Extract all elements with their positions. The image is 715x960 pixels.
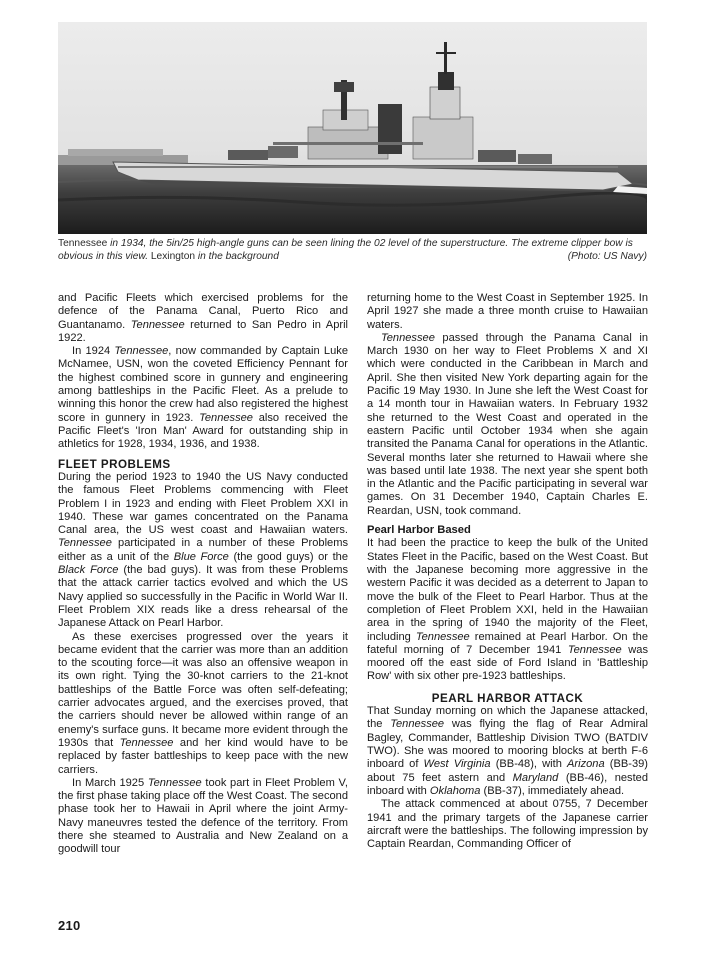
ship-name: Tennessee: [390, 718, 445, 731]
ship-name: Arizona: [567, 758, 605, 771]
ship-name: Tennessee: [114, 345, 169, 358]
paragraph: [58, 345, 348, 451]
text: took part in Fleet Problem V, the first phase taking place off the West Coast. The second phase took her to Hawaii in April where the joint Army-Navy maneuvres tested the defence of the territory. From there she steamed to Australia and New Zealand on a goodwill tour: [58, 776, 348, 856]
photo-credit: (Photo: US Navy): [567, 251, 647, 262]
ship-name: Tennessee: [567, 643, 622, 656]
text: (BB-46), nested inboard with: [367, 771, 649, 797]
text: was flying the flag of Rear Admiral Bagley, Commander, Battleship Division TWO (BATDIV TWO). She was moored to mooring blocks at berth F-6 inboard of: [367, 718, 648, 771]
ship-name: West Virginia: [423, 758, 491, 771]
caption-ship-name-2: Lexington: [150, 251, 196, 262]
section-heading-pearl-harbor-based: Pearl Harbor Based: [367, 524, 471, 537]
text: In March 1925: [72, 776, 148, 789]
text: It had been the practice to keep the bulk of the United States Fleet in the Pacific, based on the West Coast. But with the Japanese becoming more aggressive in the western Pacific it was decided as a deterrent to Japan to move the bulk of the Fleet to Pearl Harbor. Thus at the completion of Fleet Problem XXI, held in the Hawaiian area in the spring of 1940 the majority of the Fleet, including: [367, 537, 648, 643]
ship-name: Oklahoma: [429, 784, 481, 797]
paragraph: [58, 777, 348, 857]
ship-name: Tennessee: [381, 331, 435, 344]
ship-name: Tennessee: [119, 736, 174, 749]
text: and her kind would have to be replaced by faster battleships to keep pace with the new carriers.: [58, 736, 348, 776]
paragraph: [367, 537, 648, 683]
ship-name: Tennessee: [130, 318, 185, 331]
right-column: [367, 292, 648, 851]
text: and Pacific Fleets which exercised problems for the defence of the Panama Canal, Puerto Rico and Guantanamo.: [58, 292, 348, 331]
battleship-photo: [58, 22, 647, 234]
text: was moored off the east side of Ford Island in 'Battleship Row' with six other pre-1923 battleships.: [367, 643, 648, 683]
section-heading-pearl-harbor-attack: PEARL HARBOR ATTACK: [431, 691, 584, 705]
text: , now commanded by Captain Luke McNamee, USN, won the coveted Efficiency Pennant for the highest combined score in gunnery and engineering among battleships in the Pacific Fleet. As a prelude to winning this honor the crew had also registered the highest score in gunnery in 1923.: [58, 345, 348, 424]
text: returned to San Pedro in April 1922.: [58, 318, 348, 344]
text: As these exercises progressed over the years it became evident that the carrier was more than an addition to the scouting force—it was also an offensive weapon in its own right. Tying the 30-knot carriers to the 21-knot battleships of the Battle Force was often self-defeating; carrier advocates argued, and the exercises proved, that the carriers should never be allowed within range of an enemy's surface guns. It became more evident through the 1930s that: [58, 630, 348, 749]
force-name: Blue Force: [173, 550, 229, 563]
ship-name: Tennessee: [199, 411, 253, 424]
paragraph: [58, 631, 348, 777]
text: remained at Pearl Harbor. On the fateful morning of 7 December 1941: [367, 630, 648, 656]
text: (the bad guys). It was from these Problems that the attack carrier tactics evolved and which the US Navy applied so successfully in the Pacific in World War II. Fleet Problem XIX reads like a dress rehearsal of the Japanese Attack on Pearl Harbor.: [58, 564, 348, 630]
battleship-photo-svg: [58, 22, 647, 234]
paragraph: returning home to the West Coast in September 1925. In April 1927 she made a three month cruise to Hawaiian waters.: [367, 292, 648, 331]
ship-name: Tennessee: [415, 630, 470, 643]
text: participated in a number of these Problems either as a unit of the: [58, 537, 348, 563]
section-heading-fleet-problems: FLEET PROBLEMS: [58, 457, 171, 471]
ship-name: Tennessee: [147, 776, 202, 789]
paragraph: [367, 705, 648, 798]
text: passed through the Panama Canal in March 1930 on her way to Fleet Problems X and XI which were conducted in the Caribbean in March and April. She then visited New York departing again for the Pacific 19 May 1930. In June she left the West Coast for a 14 month tour in Hawaiian waters. In February 1932 she returned to the West Coast and operated in the eastern Pacific until October 1934 when she again transited the Panama Canal for operations in the Atlantic. Several months later she returned to Hawaii where she was based until late 1938. The next year she spent both in the Atlantic and the Pacific participating in several war games. On 31 December 1940, Captain Charles E. Reardan, USN, took command.: [367, 331, 648, 517]
text: In 1924: [72, 345, 115, 358]
text: also received the Pacific Fleet's 'Iron Man' Award for outstanding ship in athletics for 1928, 1934, 1936, and 1938.: [58, 411, 348, 451]
paragraph: [58, 292, 348, 345]
paragraph: The attack commenced at about 0755, 7 December 1941 and the primary targets of the Japanese carrier aircraft were the battleships. The following impression by Captain Reardan, Commanding Officer of: [367, 798, 648, 851]
text: (the good guys) or the: [228, 550, 348, 563]
text: (BB-37), immediately ahead.: [480, 784, 625, 797]
force-name: Black Force: [58, 564, 119, 577]
text: (BB-39) about 75 feet astern and: [367, 758, 649, 784]
paragraph: [58, 471, 348, 631]
page-number: 210: [58, 918, 81, 933]
text: During the period 1923 to 1940 the US Navy conducted the famous Fleet Problems commencing with Fleet Problem I in 1923 and ending with Fleet Problem XXI in 1940. These war games concentrated on the Panama Canal area, the US west coast and Hawaiian waters.: [58, 470, 348, 537]
ship-name: Maryland: [512, 771, 559, 784]
caption-text-2: in the background: [195, 251, 279, 262]
left-column: [58, 292, 348, 857]
ship-name: Tennessee: [58, 537, 112, 550]
text: (BB-48), with: [490, 758, 568, 771]
photo-caption: [58, 237, 647, 263]
caption-text: in 1934, the 5in/25 high-angle guns can be seen lining the 02 level of the superstructure. The extreme clipper bow is obvious in this view.: [58, 238, 633, 262]
paragraph: [367, 332, 648, 518]
text: That Sunday morning on which the Japanese attacked, the: [367, 705, 648, 731]
caption-ship-name: Tennessee: [58, 238, 108, 249]
